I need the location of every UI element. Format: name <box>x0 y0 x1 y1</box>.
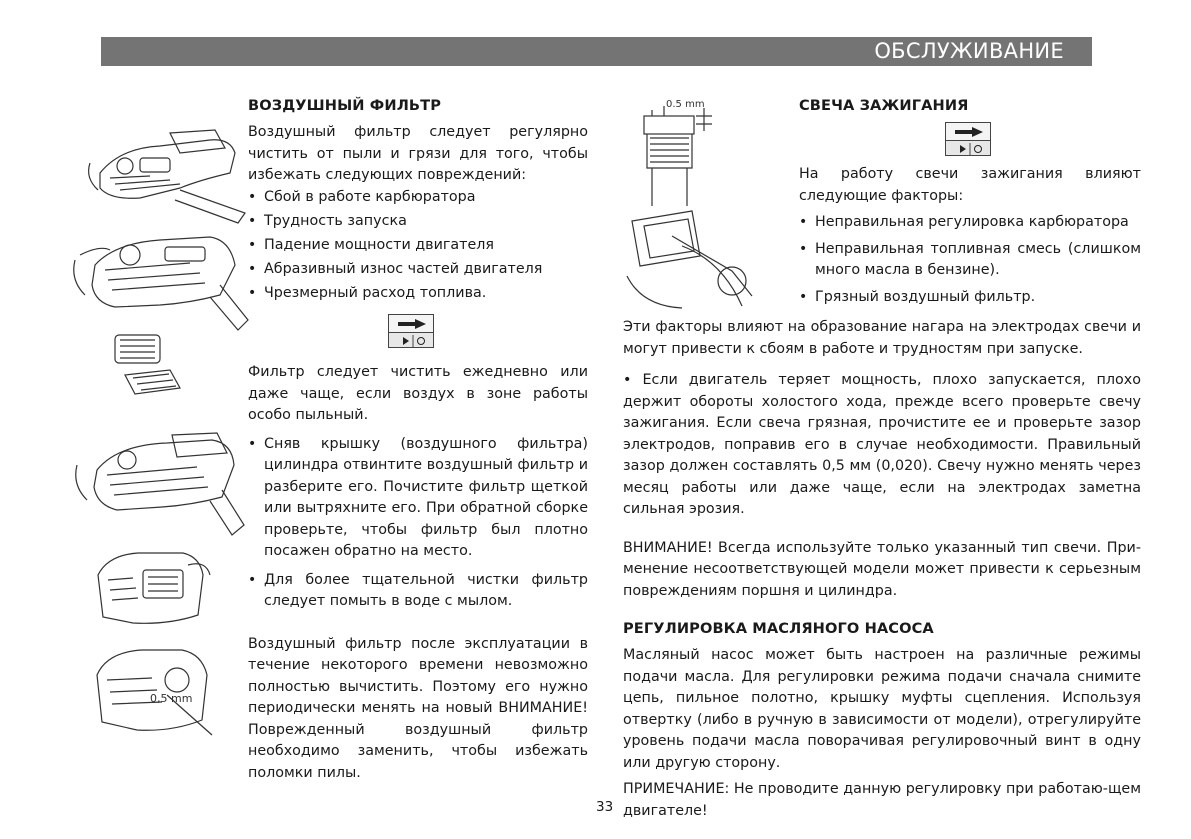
air-filter-frequency: Фильтр следует чистить ежедневно или даже чаще, если воздух в зоне работы особо пыльный. <box>248 364 588 424</box>
list-item: • Сняв крышку (воздушного фильтра) цилиндра отвинтите воздушный фильтр и разберите его. Почистите фильтр щеткой или вытряхните его. При обратной сборке проверьте, чтобы фильтр был плотно посажен обратно на место. <box>248 434 588 563</box>
spark-plug-factors-list <box>799 212 1141 308</box>
oil-pump-text: Масляный насос может быть настроен на различные режимы подачи масла. Для регулировки режима подачи сначала снимите цепь, пильное полотно, крышку муфты сцепления. Используя отвертку (либо в ручную в зависимости от модели), отрегулируйте уровень подачи масла поворачивая регулировочный винт в одну или другую сторону. <box>623 647 1141 771</box>
spark-plug-warning: ВНИМАНИЕ! Всегда используйте только указанный тип свечи. При-менение несоответствующей модели может привести к серьезным повреждениям поршня и цилиндра. <box>623 539 1141 599</box>
air-filter-heading: ВОЗДУШНЫЙ ФИЛЬТР <box>248 97 441 114</box>
spark-plug-intro: На работу свечи зажигания влияют следующие факторы: <box>799 166 1141 204</box>
list-item: • Абразивный износ частей двигателя <box>248 259 588 281</box>
maintenance-symbol-icon <box>945 122 991 156</box>
list-item: • Для более тщательной чистки фильтр следует помыть в воде с мылом. <box>248 570 588 613</box>
list-item: • Трудность запуска <box>248 211 588 233</box>
list-item: • Неправильная регулировка карбюратора <box>799 212 1141 234</box>
chainsaw-cover-illustration <box>80 118 250 228</box>
list-item: • Падение мощности двигателя <box>248 235 588 257</box>
air-filter-replacement: Воздушный фильтр после эксплуатации в течение некоторого времени невозможно полностью вычистить. Поэтому его нужно периодически менять на новый ВНИМАНИЕ! Поврежденный воздушный фильтр необходимо заменить, чтобы избежать поломки пилы. <box>248 635 588 781</box>
page-number: 33 <box>596 799 614 815</box>
air-filter-steps-list <box>248 434 588 613</box>
list-item: • Сбой в работе карбюратора <box>248 187 588 209</box>
chainsaw-engine-illustration <box>70 225 250 335</box>
arrow-right-icon <box>955 127 983 137</box>
air-filter-column <box>248 96 588 784</box>
spark-plug-effects: Эти факторы влияют на образование нагара на электродах свечи и могут привести к сбоям в работе и трудностям при запуске. <box>623 319 1141 357</box>
list-item: • Грязный воздушный фильтр. <box>799 287 1141 309</box>
list-item: • Неправильная топливная смесь (слишком много масла в бензине). <box>799 239 1141 282</box>
list-item: • Чрезмерный расход топлива. <box>248 283 588 305</box>
section-header-bar <box>101 37 1092 66</box>
chainsaw-filter-removal-illustration <box>72 425 247 540</box>
spark-plug-illustration <box>622 96 782 311</box>
spark-plug-check: • Если двигатель теряет мощность, плохо запускается, плохо держит обороты холостого хода, прежде всего проверьте свечу зажигания. Если свеча грязная, прочистите ее и проверьте зазор электродов, поправив его в случае необходимости. Правильный зазор должен составлять 0,5 мм (0,020). Свечу нужно менять через месяц работы или даже чаще, если на электродах заметна сильная эрозия. <box>623 372 1141 517</box>
maintenance-symbol-icon <box>388 314 434 348</box>
oil-pump-heading: РЕГУЛИРОВКА МАСЛЯНОГО НАСОСА <box>623 620 934 637</box>
air-filter-parts-illustration <box>105 330 185 410</box>
section-title: ОБСЛУЖИВАНИЕ <box>874 39 1064 63</box>
spark-plug-gap-illustration <box>82 640 222 745</box>
spark-plug-top-section <box>799 96 1141 311</box>
arrow-right-icon <box>398 319 426 329</box>
bottom-gap-label: 0,5 mm <box>150 692 193 705</box>
spark-plug-gap-label: 0.5 mm <box>666 99 705 110</box>
spark-plug-heading: СВЕЧА ЗАЖИГАНИЯ <box>799 97 969 114</box>
oil-pump-note: ПРИМЕЧАНИЕ: Не проводите данную регулировку при работаю-щем двигателе! <box>623 781 1141 819</box>
air-filter-housing-illustration <box>88 545 213 635</box>
air-filter-intro: Воздушный фильтр следует регулярно чистить от пыли и грязи для того, чтобы избежать следующих повреждений: <box>248 124 588 183</box>
air-filter-damage-list <box>248 187 588 305</box>
spark-plug-bottom-section <box>623 317 1141 822</box>
